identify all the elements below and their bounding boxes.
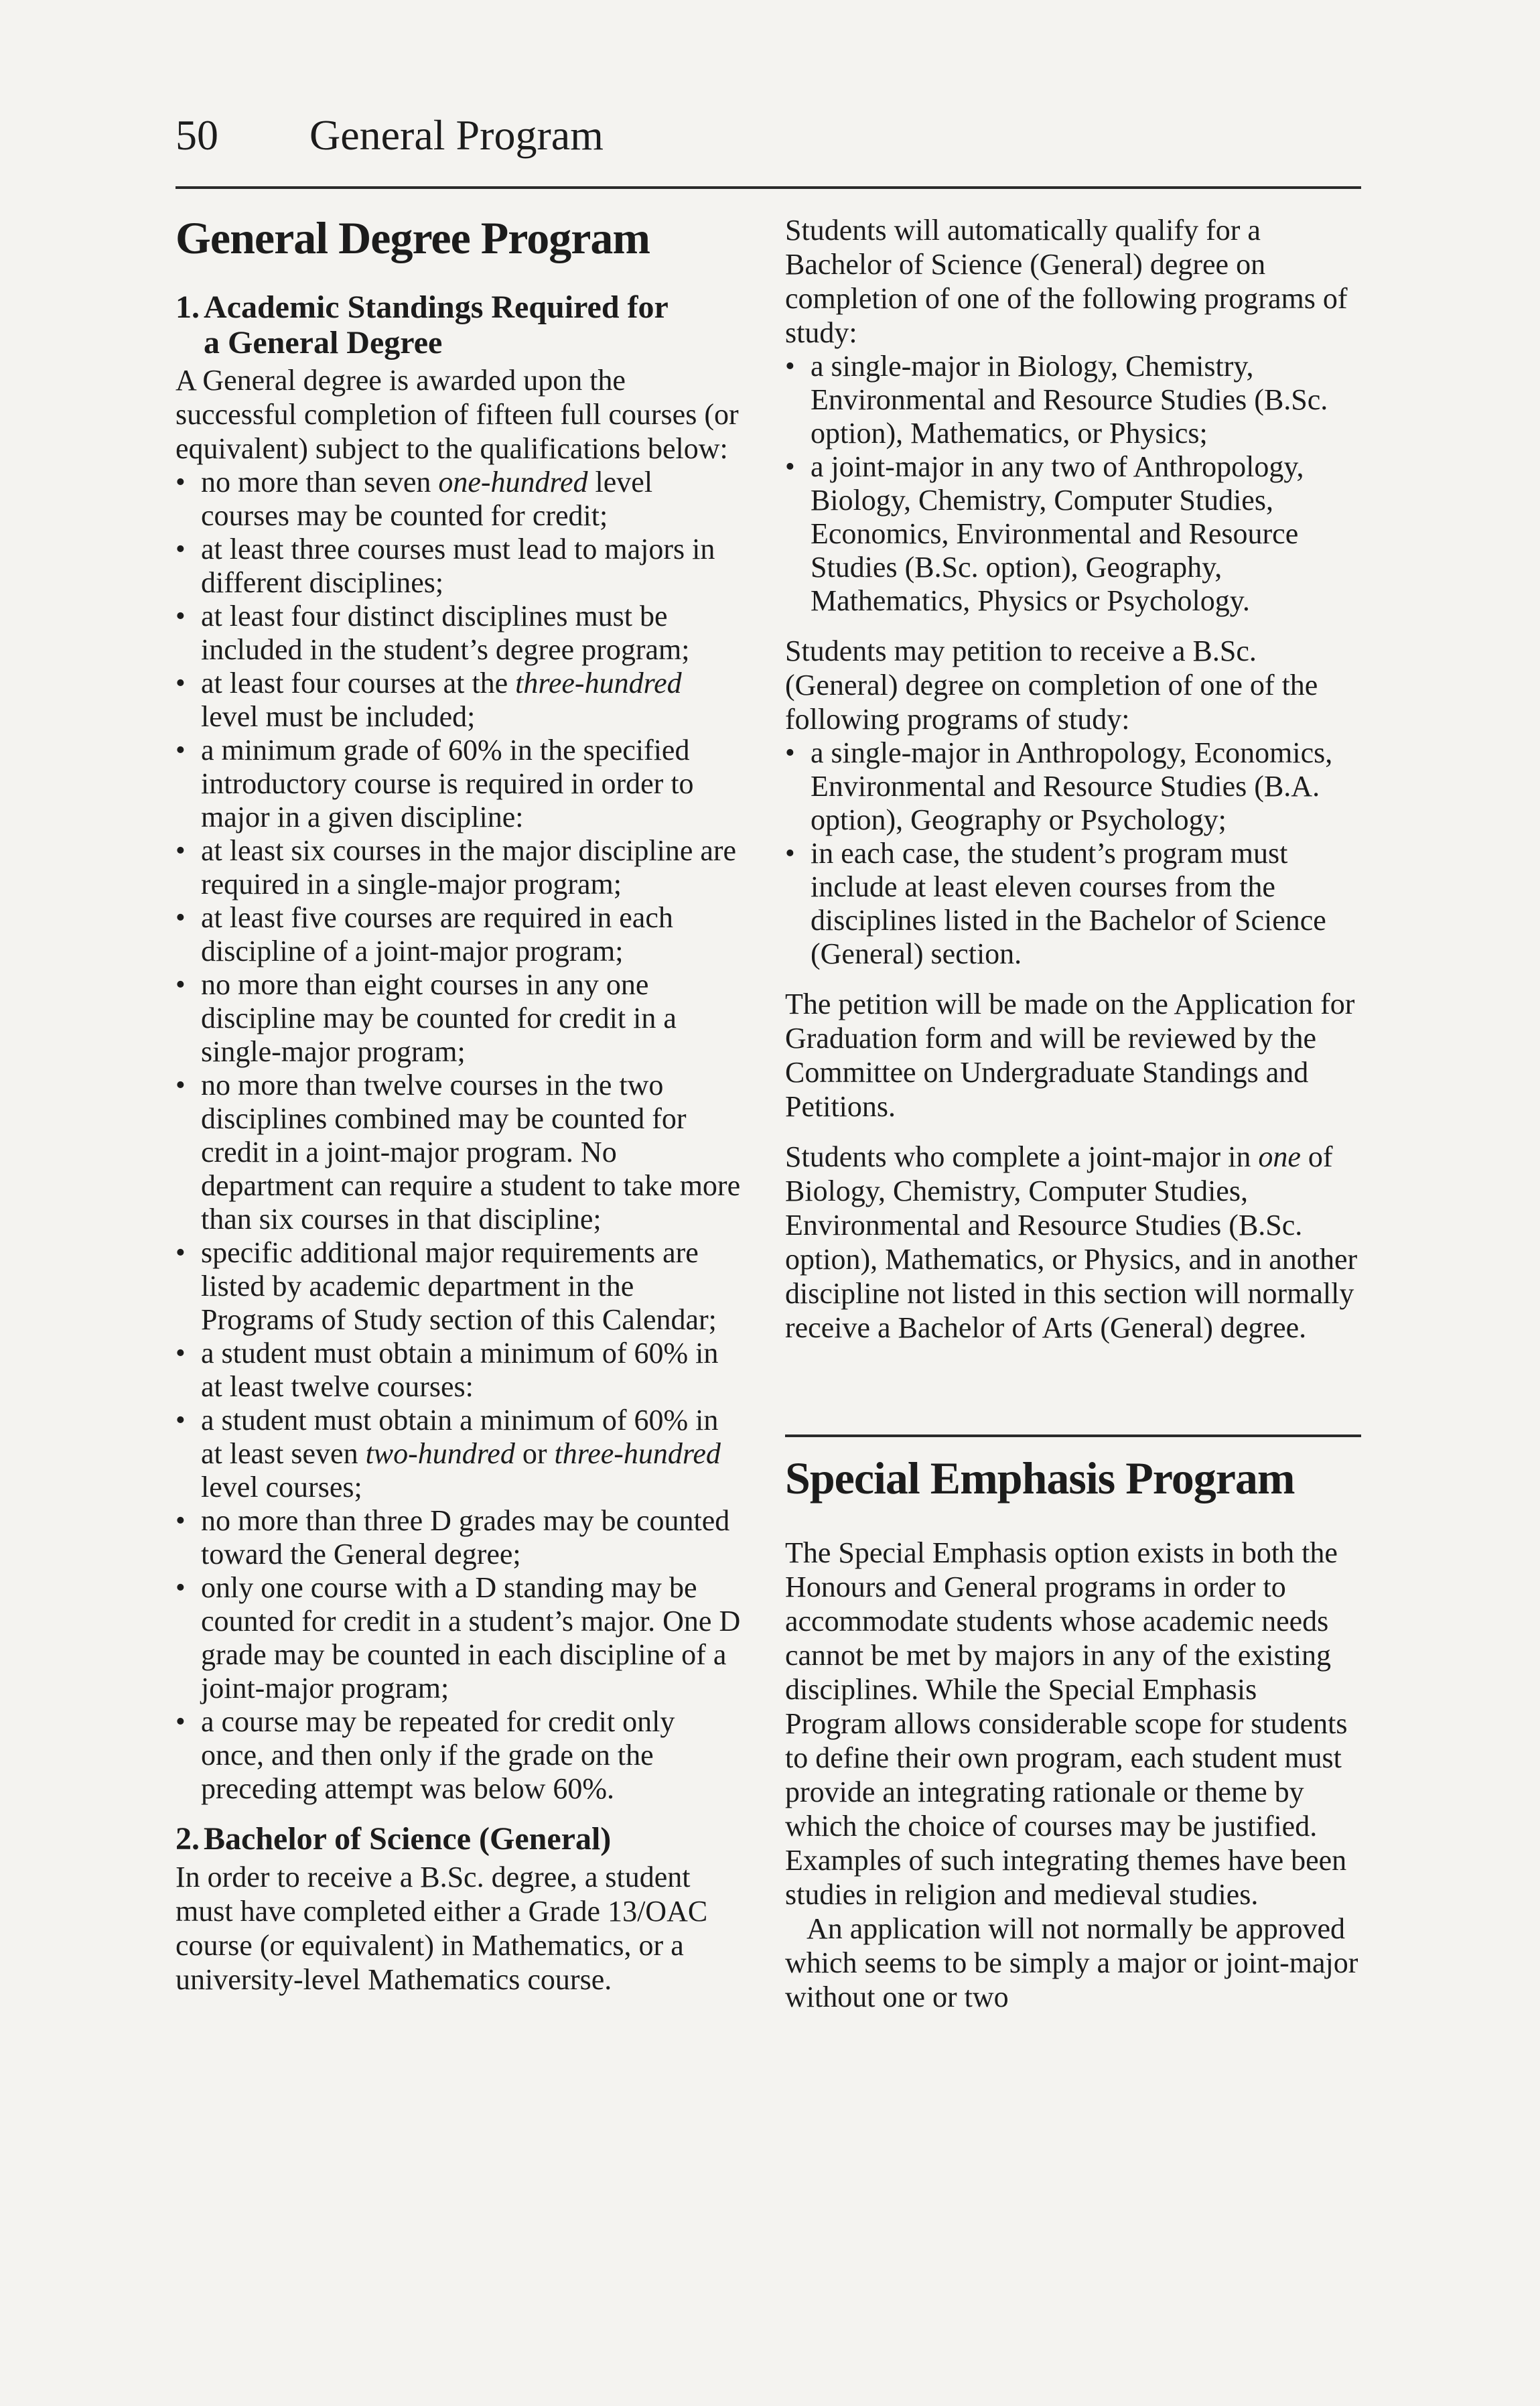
- special-emphasis-paragraph-2: An application will not normally be approved which seems to be simply a major or joint-major without one or two: [785, 1912, 1358, 2013]
- auto-qualify-list: [785, 350, 1361, 618]
- section2-heading-text: Bachelor of Science (General): [204, 1821, 612, 1857]
- program-item: • a joint-major in any two of Anthropology, Biology, Chemistry, Computer Studies, Economics, Environmental and Resource Studies (B.Sc. option), Geography, Mathematics, Physics or Psychology.: [785, 450, 1361, 618]
- petition-list: [785, 736, 1361, 971]
- requirement-item: • a student must obtain a minimum of 60% in at least seven two-hundred or three-hundred level courses;: [176, 1404, 745, 1504]
- requirement-item: • only one course with a D standing may be counted for credit in a student’s major. One D grade may be counted in each discipline of a joint-major program;: [176, 1571, 745, 1705]
- page-number: 50: [176, 111, 218, 159]
- special-emphasis-paragraph: The Special Emphasis option exists in both the Honours and General programs in order to accommodate students whose academic needs cannot be met by majors in any of the existing disciplines. While the Special Emphasis Program allows considerable scope for students to define their own program, each student must provide an integrating rationale or theme by which the choice of courses may be justified. Examples of such integrating themes have been studies in religion and medieval studies.: [785, 1536, 1348, 1911]
- requirements-list: [176, 466, 745, 1806]
- requirement-item: • a course may be repeated for credit only once, and then only if the grade on the preceding attempt was below 60%.: [176, 1705, 745, 1806]
- requirement-item: • at least four courses at the three-hundred level must be included;: [176, 667, 745, 734]
- requirement-item: • a student must obtain a minimum of 60% in at least twelve courses:: [176, 1337, 745, 1404]
- section2-heading: [176, 1822, 745, 1857]
- section1-heading-line1: Academic Standings Required for: [204, 289, 669, 325]
- petition-paragraph: Students may petition to receive a B.Sc. (General) degree on completion of one of the following programs of study:: [785, 634, 1318, 736]
- requirement-item: • no more than seven one-hundred level courses may be counted for credit;: [176, 466, 745, 533]
- section2-number: 2.: [176, 1821, 200, 1857]
- requirement-item: • at least six courses in the major discipline are required in a single-major program;: [176, 834, 745, 901]
- requirement-item: • no more than twelve courses in the two disciplines combined may be counted for credit in a joint-major program. No department can require a student to take more than six courses in that discipline;: [176, 1069, 745, 1236]
- requirement-item: • at least five courses are required in each discipline of a joint-major program;: [176, 901, 745, 968]
- left-column: [176, 213, 745, 1997]
- page-header: [176, 111, 1361, 159]
- auto-qualify-paragraph: Students will automatically qualify for a Bachelor of Science (General) degree on completion of one of the following programs of study:: [785, 214, 1348, 349]
- petition-process-paragraph: The petition will be made on the Application for Graduation form and will be reviewed by the Committee on Undergraduate Standings and Petitions.: [785, 988, 1355, 1123]
- running-title: General Program: [309, 111, 604, 159]
- section1-heading-line2: a General Degree: [204, 324, 443, 360]
- program-item: • in each case, the student’s program must include at least eleven courses from the disciplines listed in the Bachelor of Science (General) section.: [785, 837, 1361, 971]
- section1-number: 1.: [176, 289, 200, 325]
- program-item: • a single-major in Anthropology, Economics, Environmental and Resource Studies (B.A. option), Geography or Psychology;: [785, 736, 1361, 837]
- section-divider: [785, 1434, 1361, 1437]
- special-emphasis-title: Special Emphasis Program: [785, 1453, 1295, 1503]
- section1-heading: [176, 290, 745, 361]
- requirement-item: • a minimum grade of 60% in the specified introductory course is required in order to major in a given discipline:: [176, 734, 745, 834]
- section2-text: In order to receive a B.Sc. degree, a student must have completed either a Grade 13/OAC course (or equivalent) in Mathematics, or a university-level Mathematics course.: [176, 1861, 708, 1997]
- requirement-item: • specific additional major requirements are listed by academic department in the Programs of Study section of this Calendar;: [176, 1236, 745, 1337]
- requirement-item: • no more than three D grades may be counted toward the General degree;: [176, 1504, 745, 1571]
- header-rule: [176, 186, 1361, 189]
- requirement-item: • at least four distinct disciplines must be included in the student’s degree program;: [176, 600, 745, 667]
- requirement-item: • at least three courses must lead to majors in different disciplines;: [176, 533, 745, 600]
- program-item: • a single-major in Biology, Chemistry, Environmental and Resource Studies (B.Sc. option), Mathematics, or Physics;: [785, 350, 1361, 450]
- general-degree-title: General Degree Program: [176, 212, 650, 263]
- section1-intro: A General degree is awarded upon the successful completion of fifteen full courses (or equivalent) subject to the qualifications below:: [176, 364, 739, 466]
- right-column: [785, 213, 1361, 2014]
- joint-major-paragraph: Students who complete a joint-major in one of Biology, Chemistry, Computer Studies, Environmental and Resource Studies (B.Sc. option), Mathematics, or Physics, and in another discipline not listed in this section will normally receive a Bachelor of Arts (General) degree.: [785, 1140, 1358, 1344]
- requirement-item: • no more than eight courses in any one discipline may be counted for credit in a single-major program;: [176, 968, 745, 1069]
